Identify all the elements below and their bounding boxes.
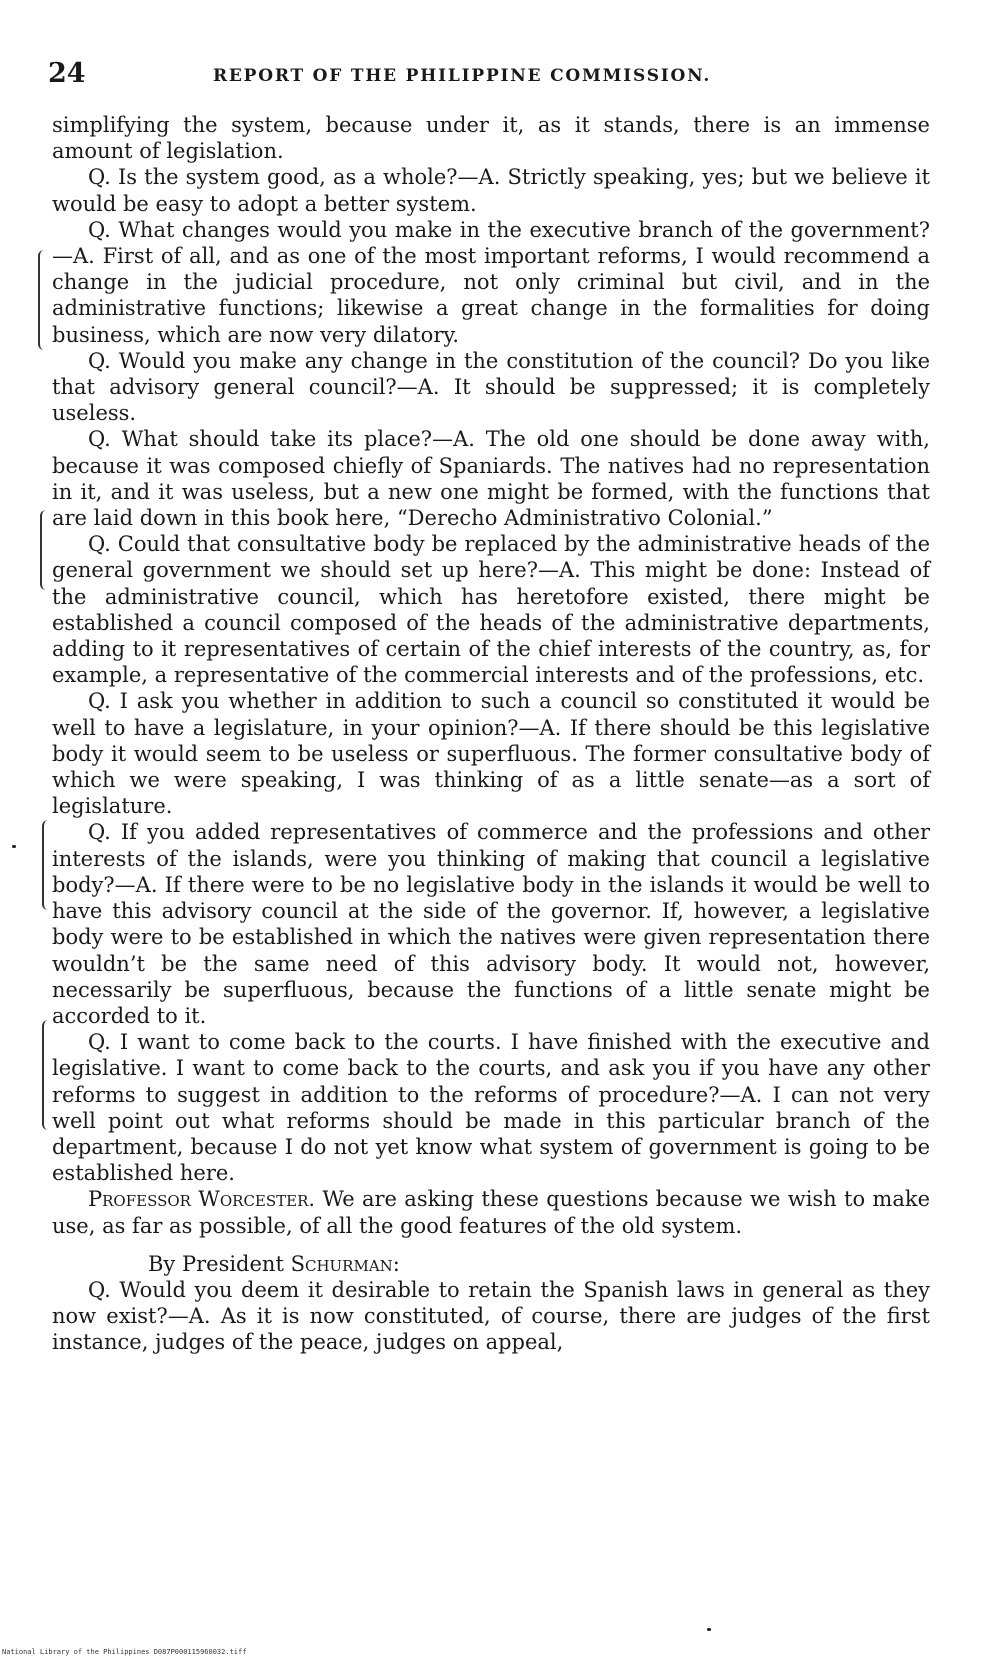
paragraph: Q. If you added representatives of commerce and the professions and other interests of the islands, were you thinking of making that council a legislative body?—A. If there were to be no legislative body in the islands it would be well to have this advisory council at the side of the governor. If, however, a legislative body were to be established in which the natives were given representation there wouldn’t be the same need of this advisory body. It would not, however, necessarily be superfluous, because the functions of a little senate might be accorded to it. (52, 820, 930, 1028)
margin-mark (38, 250, 46, 350)
paragraph-continuation: simplifying the system, because under it, as it stands, there is an immense amount of legislation. (52, 113, 930, 164)
speaker-text: We are asking these questions because we wish to make use, as far as possible, of all the good features of the old system. (52, 1187, 931, 1238)
ink-speck (707, 1628, 711, 1631)
margin-mark (42, 820, 50, 910)
byline (52, 1251, 930, 1277)
scan-footer: National Library of the Philippines D087P000115960032.tiff (2, 1648, 247, 1656)
margin-mark (40, 510, 48, 590)
margin-mark (42, 1020, 50, 1130)
ink-speck (12, 845, 16, 848)
byline-name: Schurman (290, 1251, 393, 1276)
paragraph: Q. What changes would you make in the executive branch of the government?—A. First of all, and as one of the most important reforms, I would recommend a change in the judicial procedure, not only criminal but civil, and in the administrative functions; likewise a great change in the formalities for doing business, which are now very dilatory. (52, 217, 930, 347)
page-number: 24 (48, 58, 86, 89)
running-head: REPORT OF THE PHILIPPINE COMMISSION. (213, 66, 712, 86)
paragraph: Q. Is the system good, as a whole?—A. Strictly speaking, yes; but we believe it would be easy to adopt a better system. (52, 165, 930, 216)
paragraph: Q. Could that consultative body be replaced by the administrative heads of the general government we should set up here?—A. This might be done: Instead of the administrative council, which has heretofore existed, there might be established a council composed of the heads of the administrative departments, adding to it representatives of certain of the chief interests of the country, as, for example, a representative of the commercial interests and of the professions, etc. (52, 532, 930, 688)
paragraph: Q. I want to come back to the courts. I have finished with the executive and legislative. I want to come back to the courts, and ask you if you have any other reforms to suggest in addition to the reforms of procedure?—A. I can not very well point out what reforms should be made in this particular branch of the department, because I do not yet know what system of government is going to be established here. (52, 1030, 930, 1186)
paragraph: Q. I ask you whether in addition to such a council so constituted it would be well to have a legislature, in your opinion?—A. If there should be this legislative body it would seem to be useless or superfluous. The former consultative body of which we were speaking, I was thinking of as a little senate—as a sort of legislature. (52, 689, 930, 819)
byline-prefix: By President (148, 1251, 291, 1276)
paragraph: Q. What should take its place?—A. The old one should be done away with, because it was composed chiefly of Spaniards. The natives had no representation in it, and it was useless, but a new one might be formed, with the functions that are laid down in this book here, “Derecho Administrativo Colonial.” (52, 427, 930, 531)
page-header (48, 58, 928, 92)
byline-suffix: : (392, 1251, 400, 1276)
paragraph: Q. Would you deem it desirable to retain the Spanish laws in general as they now exist?—A. As it is now constituted, of course, there are judges of the first instance, judges of the peace, judges on appeal, (52, 1277, 930, 1355)
speaker-name: Professor Worcester. (88, 1187, 316, 1212)
body-text (52, 112, 930, 1356)
paragraph-worcester (52, 1186, 930, 1238)
paragraph: Q. Would you make any change in the constitution of the council? Do you like that advisory general council?—A. It should be suppressed; it is completely useless. (52, 348, 930, 426)
